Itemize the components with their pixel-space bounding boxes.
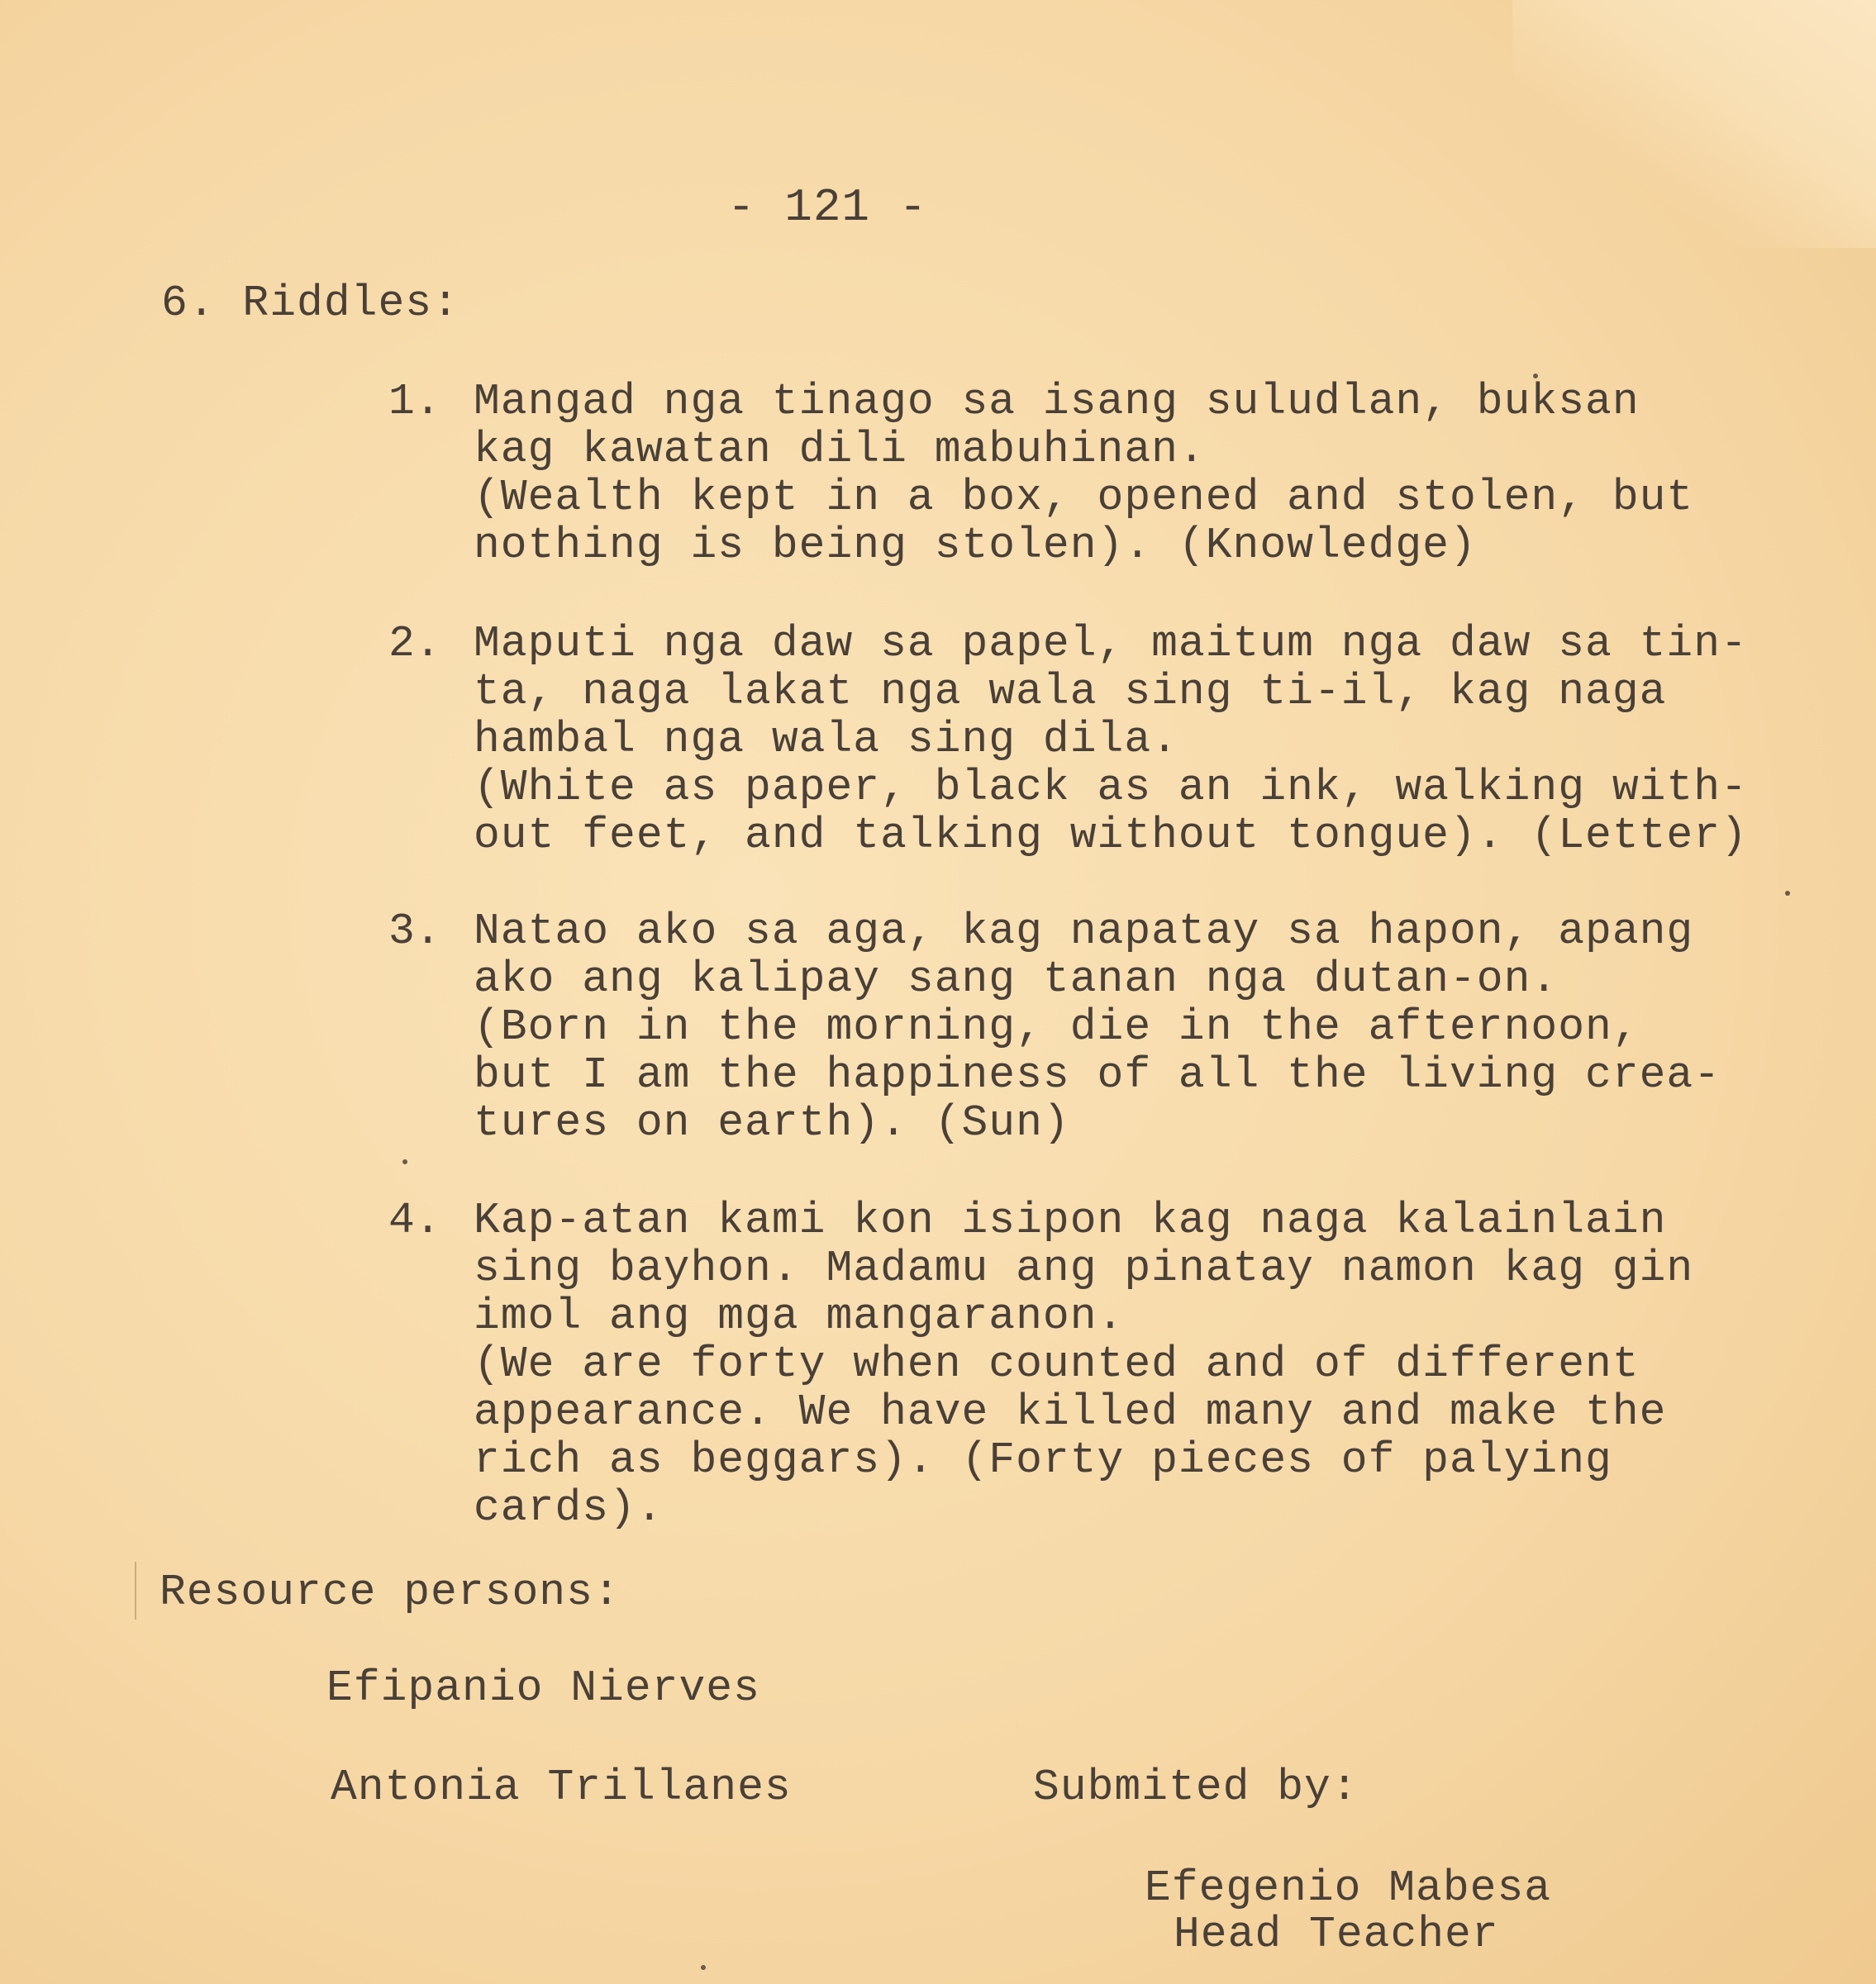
riddle-line: hambal nga wala sing dila. [474,715,1178,764]
ink-speck [402,1159,407,1164]
margin-mark [135,1562,136,1620]
riddle-line: ako ang kalipay sang tanan nga dutan-on. [474,954,1559,1004]
riddle-translation-line: but I am the happiness of all the living crea- [474,1050,1721,1100]
riddle-line: Mangad nga tinago sa isang suludlan, buksan [474,377,1640,426]
riddle-translation-line: cards). [474,1483,664,1533]
riddle-translation-line: nothing is being stolen). (Knowledge) [474,521,1477,570]
riddle-line: Kap-atan kami kon isipon kag naga kalainlain [474,1196,1667,1245]
riddle-line: kag kawatan dili mabuhinan. [474,425,1206,474]
riddle-1 [474,378,1693,569]
riddle-line: Maputi nga daw sa papel, maitum nga daw sa tin- [474,619,1748,668]
riddle-number: 3. [388,906,441,956]
resource-persons-label: Resource persons: [160,1568,621,1617]
submitter-name: Efegenio Mabesa [1145,1863,1552,1913]
ink-speck [701,1965,706,1970]
resource-person-name: Efipanio Nierves [326,1663,760,1713]
riddle-2 [474,620,1748,859]
riddle-3 [474,907,1721,1147]
riddle-translation-line: rich as beggars). (Forty pieces of palying [474,1435,1612,1485]
riddle-number: 1. [388,377,441,426]
riddle-line: ta, naga lakat nga wala sing ti-il, kag naga [474,667,1667,716]
riddle-translation-line: (Wealth kept in a box, opened and stolen, but [474,473,1694,522]
riddle-line: sing bayhon. Madamu ang pinatay namon kag gin [474,1244,1694,1293]
resource-person-name: Antonia Trillanes [331,1763,792,1812]
riddle-number: 2. [388,619,441,668]
ink-speck [1785,891,1790,896]
submitter-title: Head Teacher [1174,1910,1499,1959]
submitted-by-label: Submited by: [1033,1763,1359,1812]
riddle-translation-line: (We are forty when counted and of different [474,1339,1640,1389]
riddle-translation-line: (White as paper, black as an ink, walking with- [474,763,1748,812]
riddle-translation-line: tures on earth). (Sun) [474,1098,1070,1148]
section-title: 6. Riddles: [161,278,459,328]
riddle-translation-line: (Born in the morning, die in the afternoon, [474,1002,1640,1052]
folded-corner [1512,0,1876,248]
riddle-number: 4. [388,1196,441,1245]
riddle-translation-line: out feet, and talking without tongue). (Letter) [474,811,1748,860]
riddle-translation-line: appearance. We have killed many and make the [474,1387,1667,1437]
riddle-line: imol ang mga mangaranon. [474,1292,1125,1341]
riddle-line: Natao ako sa aga, kag napatay sa hapon, apang [474,906,1694,956]
page-number: - 121 - [727,181,928,234]
riddle-4 [474,1197,1693,1532]
